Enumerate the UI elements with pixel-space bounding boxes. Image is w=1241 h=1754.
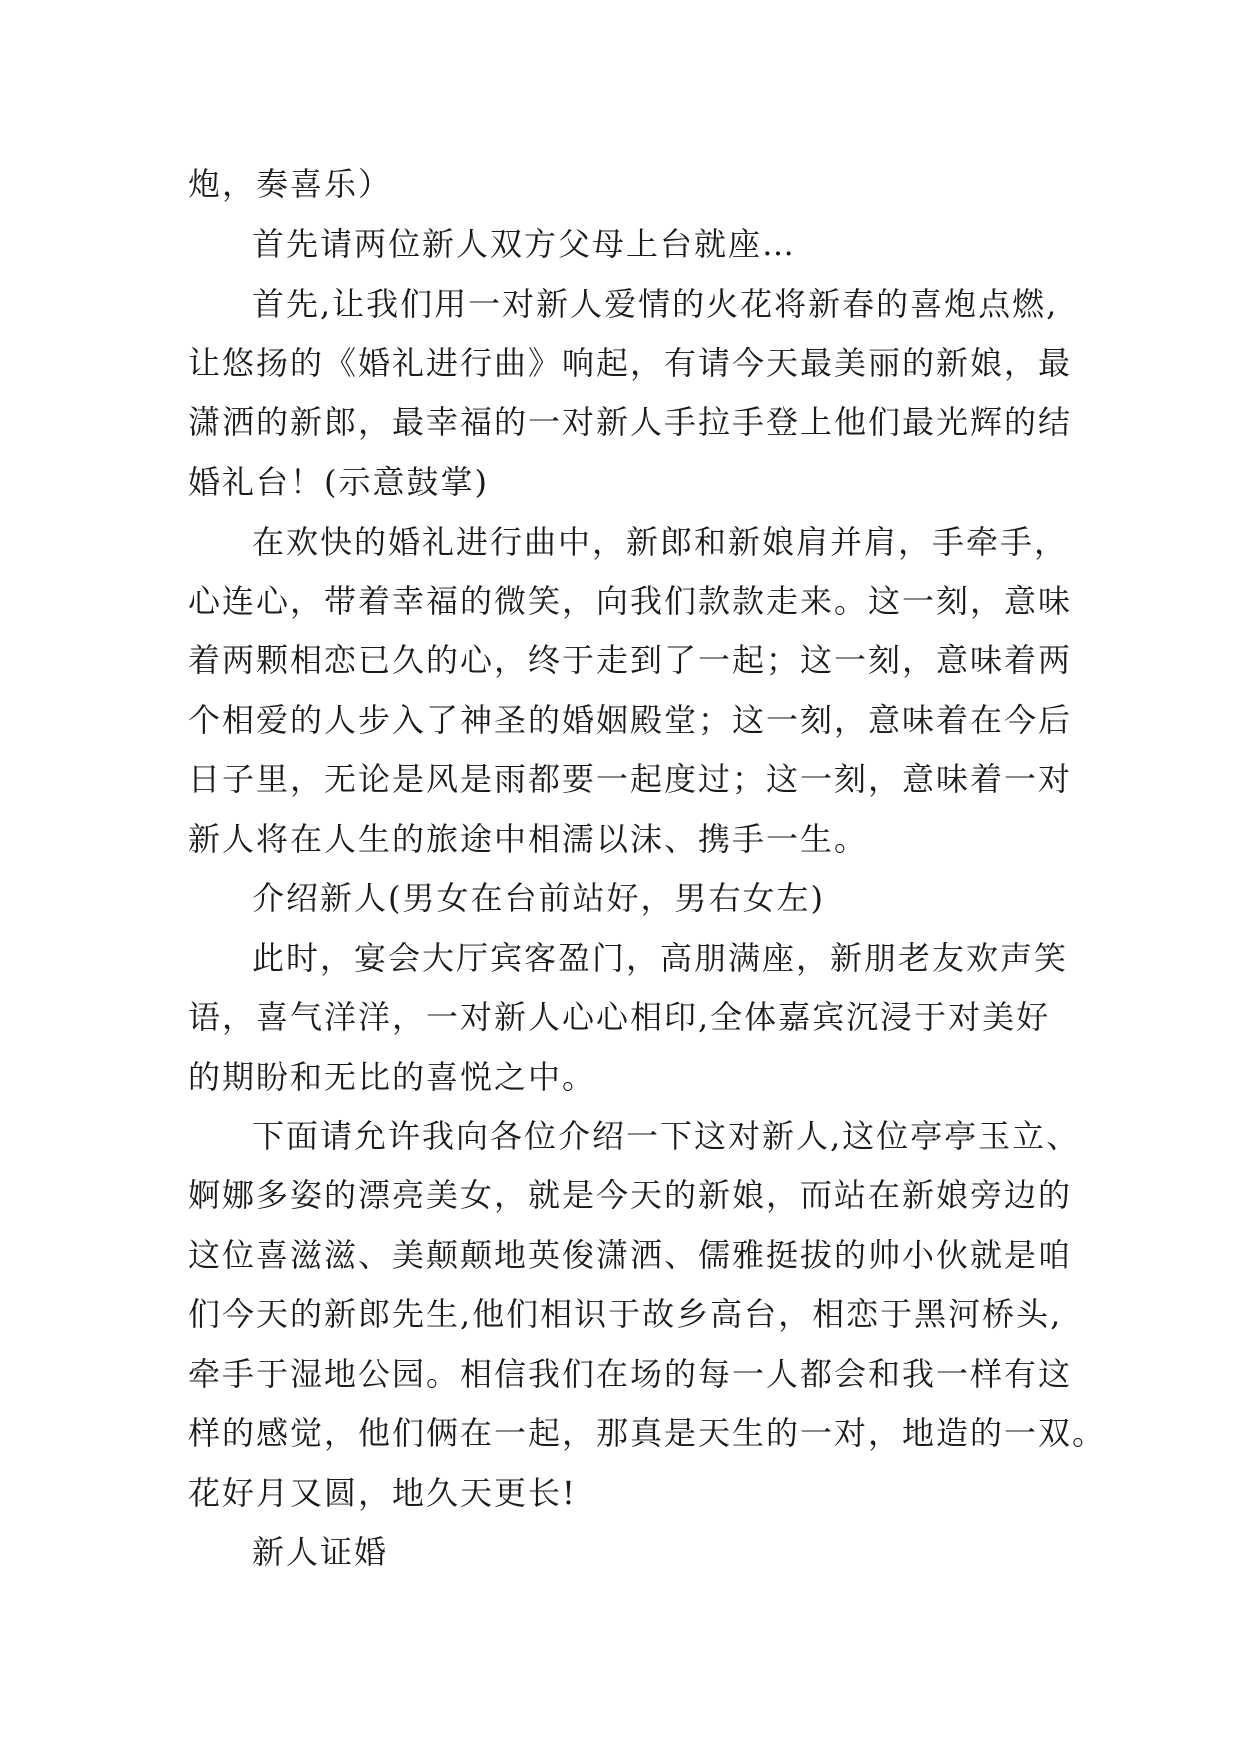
text-line: 首先请两位新人双方父母上台就座… (252, 225, 797, 263)
text-line: 牵手于湿地公园。相信我们在场的每一人都会和我一样有这 (188, 1355, 1073, 1393)
text-line: 新人证婚 (252, 1533, 389, 1571)
text-line: 婚礼台！(示意鼓掌) (188, 463, 489, 501)
text-line: 的期盼和无比的喜悦之中。 (188, 1058, 597, 1096)
text-line: 心连心，带着幸福的微笑，向我们款款走来。这一刻，意味 (188, 582, 1073, 620)
text-line: 个相爱的人步入了神圣的婚姻殿堂；这一刻，意味着在今后 (188, 701, 1073, 739)
text-line: 花好月又圆，地久天更长! (188, 1474, 577, 1512)
text-line: 炮，奏喜乐） (188, 165, 393, 203)
text-line: 样的感觉，他们俩在一起，那真是天生的一对，地造的一双。 (188, 1414, 1107, 1452)
text-line: 语，喜气洋洋，一对新人心心相印,全体嘉宾沉浸于对美好 (188, 998, 1051, 1036)
text-line: 此时，宴会大厅宾客盈门，高朋满座，新朋老友欢声笑 (252, 939, 1069, 977)
text-line: 婀娜多姿的漂亮美女，就是今天的新娘，而站在新娘旁边的 (188, 1176, 1073, 1214)
text-line: 潇洒的新郎，最幸福的一对新人手拉手登上他们最光辉的结 (188, 403, 1073, 441)
text-line: 新人将在人生的旅途中相濡以沫、携手一生。 (188, 820, 869, 858)
text-line: 下面请允许我向各位介绍一下这对新人,这位亭亭玉立、 (252, 1117, 1081, 1155)
text-line: 在欢快的婚礼进行曲中，新郎和新娘肩并肩，手牵手， (252, 523, 1069, 561)
text-line: 们今天的新郎先生,他们相识于故乡高台，相恋于黑河桥头, (188, 1295, 1063, 1333)
text-line: 这位喜滋滋、美颠颠地英俊潇洒、儒雅挺拔的帅小伙就是咱 (188, 1236, 1073, 1274)
text-line: 着两颗相恋已久的心，终于走到了一起；这一刻，意味着两 (188, 641, 1073, 679)
text-line: 让悠扬的《婚礼进行曲》响起，有请今天最美丽的新娘，最 (188, 344, 1073, 382)
text-line: 首先,让我们用一对新人爱情的火花将新春的喜炮点燃, (252, 285, 1059, 323)
text-line: 介绍新人(男女在台前站好，男右女左) (252, 879, 825, 917)
text-line: 日子里，无论是风是雨都要一起度过；这一刻，意味着一对 (188, 760, 1073, 798)
